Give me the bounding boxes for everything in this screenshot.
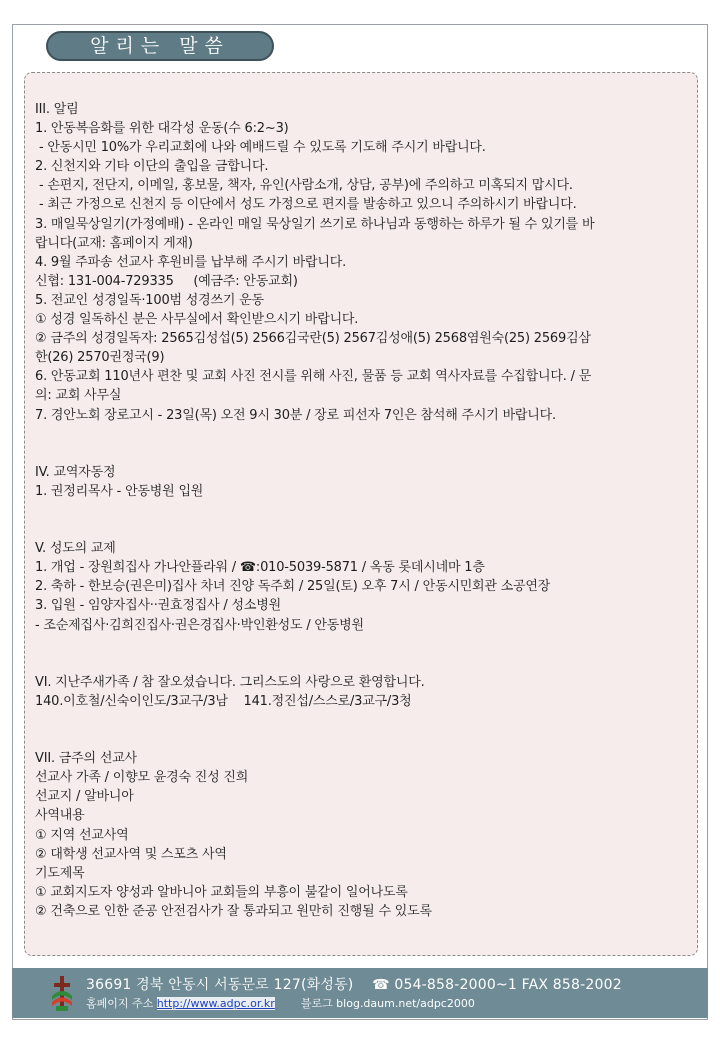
blank-line — [35, 425, 691, 444]
text-line: - 최근 가정으로 신천지 등 이단에서 성도 가정으로 편지를 발송하고 있으니 주의하시기 바랍니다. — [35, 197, 577, 213]
section-title: 알리는 말씀 — [46, 31, 274, 61]
text-line: VII. 금주의 선교사 — [35, 751, 137, 767]
church-address: 36691 경북 안동시 서동문로 127(화성동) ☎ 054-858-2000~1 FAX 858-2002 — [86, 977, 622, 993]
text-line: IV. 교역자동정 — [35, 464, 116, 480]
text-line: V. 성도의 교제 — [35, 541, 116, 557]
text-line: 3. 매일묵상일기(가정예배) - 온라인 매일 묵상일기 쓰기로 하나님과 동행하는 하루가 될 수 있기를 바 — [35, 216, 595, 232]
text-line: 3. 입원 - 임양자집사··권효정집사 / 성소병원 — [35, 598, 281, 614]
homepage-link[interactable]: http://www.adpc.or.kr — [156, 997, 275, 1010]
text-line: ② 건축으로 인한 준공 안전검사가 잘 통과되고 원만히 진행될 수 있도록 — [35, 903, 432, 919]
text-line: VI. 지난주새가족 / 참 잘오셨습니다. 그리스도의 사랑으로 환영합니다. — [35, 674, 425, 690]
blank-line — [35, 444, 691, 463]
blank-line — [35, 520, 691, 539]
text-line: - 안동시민 10%가 우리교회에 나와 예배드릴 수 있도록 기도해 주시기 바랍니다. — [35, 140, 486, 156]
text-line: 4. 9월 주파송 선교사 후원비를 납부해 주시기 바랍니다. — [35, 254, 347, 270]
text-line: 2. 축하 - 한보승(권은미)집사 차녀 진양 독주회 / 25일(토) 오후 7시 / 안동시민회관 소공연장 — [35, 579, 551, 595]
blank-line — [35, 654, 691, 673]
blank-line — [35, 730, 691, 749]
text-line: ① 지역 선교사역 — [35, 827, 129, 843]
text-line: 신협: 131-004-729335 (예금주: 안동교회) — [35, 273, 298, 289]
blog-address: 블로그 blog.daum.net/adpc2000 — [300, 997, 475, 1010]
text-line: ① 교회지도자 양성과 알바니아 교회들의 부흥이 불같이 일어나도록 — [35, 884, 408, 900]
blank-line — [35, 711, 691, 730]
text-line: 5. 전교인 성경일독·100범 성경쓰기 운동 — [35, 292, 264, 308]
homepage-label: 홈페이지 주소 — [86, 997, 157, 1010]
text-line: 1. 권정리목사 - 안동병원 입원 — [35, 483, 204, 499]
text-line: 선교지 / 알바니아 — [35, 789, 134, 805]
blank-line — [35, 635, 691, 654]
text-line: - 조순제집사·김희진집사·권은경집사·박인환성도 / 안동병원 — [35, 617, 364, 633]
text-line: ② 금주의 성경일독자: 2565김성섭(5) 2566김국란(5) 2567김성애(5) 2568염원숙(25) 2569김삼 — [35, 331, 591, 347]
text-line: III. 알림 — [35, 102, 79, 117]
text-line: 사역내용 — [35, 808, 85, 824]
text-line: 7. 경안노회 장로고시 - 23일(목) 오전 9시 30분 / 장로 피선자 7인은 참석해 주시기 바랍니다. — [35, 407, 556, 423]
text-line: 랍니다(교재: 홈페이지 게재) — [35, 235, 193, 251]
text-line: - 손편지, 전단지, 이메일, 홍보물, 책자, 유인(사람소개, 상담, 공부)에 주의하고 미혹되지 맙시다. — [35, 178, 573, 194]
web-info — [86, 995, 475, 1011]
blank-line — [35, 501, 691, 520]
text-line: 6. 안동교회 110년사 편찬 및 교회 사진 전시를 위해 사진, 물품 등 교회 역사자료를 수집합니다. / 문 — [35, 369, 592, 385]
text-line: ② 대학생 선교사역 및 스포츠 사역 — [35, 846, 227, 862]
text-line: 기도제목 — [35, 865, 85, 881]
church-cross-logo — [50, 976, 74, 1012]
text-line: 의: 교회 사무실 — [35, 388, 122, 404]
text-line: 1. 안동복음화를 위한 대각성 운동(수 6:2~3) — [35, 121, 289, 137]
text-line: 한(26) 2570권정국(9) — [35, 350, 165, 366]
text-line: 선교사 가족 / 이향모 윤경숙 진성 진희 — [35, 770, 249, 786]
text-line: 140.이호철/신숙이인도/3교구/3남 141.정진섭/스스로/3교구/3청 — [35, 693, 412, 709]
text-line: 2. 신천지와 기타 이단의 출입을 금합니다. — [35, 159, 269, 175]
text-line: 1. 개업 - 장원희집사 가나안플라워 / ☎:010-5039-5871 / 옥동 롯데시네마 1층 — [35, 560, 485, 576]
text-line: ① 성경 일독하신 분은 사무실에서 확인받으시기 바랍니다. — [35, 312, 359, 328]
announcement-text — [35, 100, 691, 921]
